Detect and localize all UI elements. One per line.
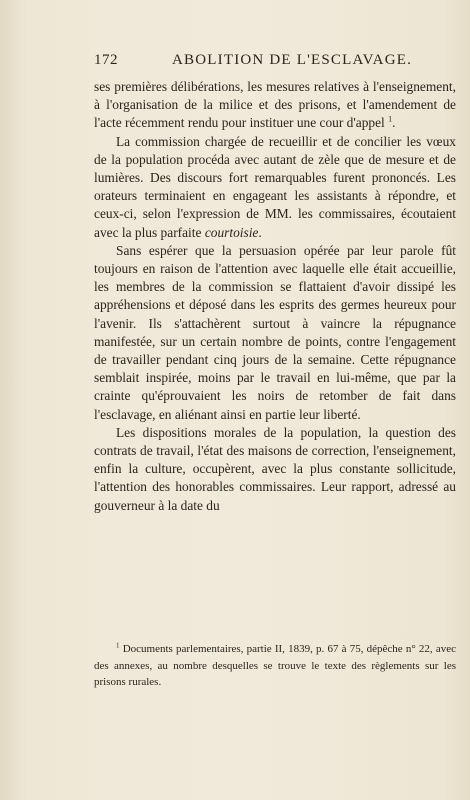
footnote	[94, 641, 456, 691]
paragraph-2	[94, 133, 456, 242]
footnote-text: Documents parlementaires, partie II, 1839, p. 67 à 75, dépêche n° 22, avec des annexes, au nombre desquelles se trouve le texte des règlements sur les prisons rurales.	[94, 643, 457, 689]
footnotes	[94, 641, 456, 691]
footnote-mark: 1	[116, 641, 120, 650]
paragraph-4	[94, 424, 456, 515]
paragraph-4-text: Les dispositions morales de la population, la question des contrats de travail, l'état des maisons de correction, l'enseignement, enfin la culture, occupèrent, avec la plus constante sollicitude, l'attention des honorables commissaires. Leur rapport, adressé au gouverneur à la date du	[94, 424, 456, 513]
paragraph-1	[94, 78, 456, 133]
running-title: ABOLITION DE L'ESCLAVAGE.	[172, 52, 413, 68]
main-text	[94, 78, 456, 515]
page-number: 172	[94, 52, 118, 68]
paragraph-1-text: ses premières délibérations, les mesures relatives à l'enseignement, à l'organisation de la milice et des prisons, et l'amendement de l'acte récemment rendu pour instituer une cour d'appel	[94, 79, 456, 131]
paragraph-2-end: .	[258, 224, 262, 240]
footnote-reference: 1	[388, 114, 393, 124]
paragraph-2-text: La commission chargée de recueillir et de concilier les vœux de la population procéda avec autant de zèle que de mesure et de lumières. Des discours fort remarquables furent prononcés. Les orateurs terminaient en engageant les assistants à répondre, et ceux-ci, selon l'expression de MM. les commissaires, écoutaient avec la plus parfaite	[94, 133, 456, 240]
paragraph-3-text: Sans espérer que la persuasion opérée par leur parole fût toujours en raison de l'attention avec laquelle elle était accueillie, les membres de la commission se flattaient d'avoir dissipé les appréhensions et déposé dans les esprits des germes heureux pour l'avenir. Ils s'attachèrent surtout à vaincre la répugnance manifestée, sur un certain nombre de points, contre l'engagement de travailler pendant cinq jours de la semaine. Cette répugnance semblait inspirée, moins par le travail en lui-même, que par la crainte qu'éprouvaient les noirs de retomber de fait dans l'esclavage, en aliénant ainsi en partie leur liberté.	[94, 242, 456, 422]
paragraph-3	[94, 242, 456, 424]
paragraph-2-italic: courtoisie	[204, 224, 259, 240]
running-header	[94, 52, 454, 72]
paragraph-1-end: .	[392, 115, 396, 131]
